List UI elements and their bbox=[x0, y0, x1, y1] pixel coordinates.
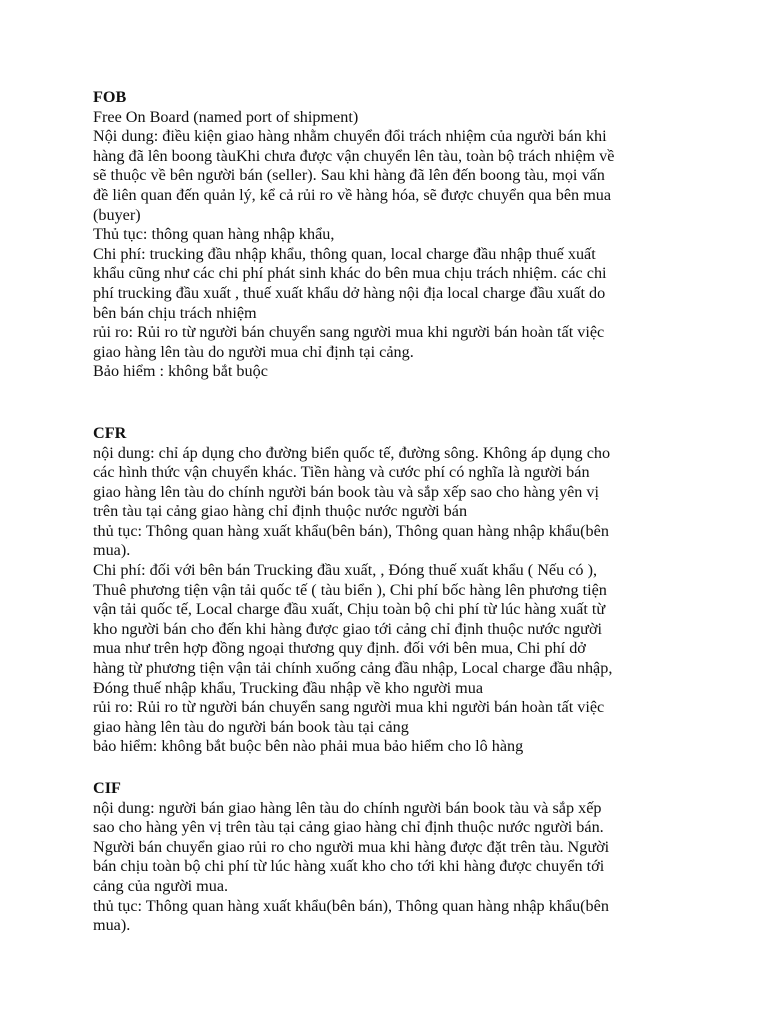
section-fob bbox=[93, 88, 693, 382]
fob-line: sẽ thuộc về bên người bán (seller). Sau khi hàng đã lên đến boong tàu, mọi vấn bbox=[93, 166, 605, 185]
cfr-line: bảo hiểm: không bắt buộc bên nào phải mua bảo hiểm cho lô hàng bbox=[93, 737, 524, 756]
cif-line: mua). bbox=[93, 916, 131, 935]
fob-line: Bảo hiểm : không bắt buộc bbox=[93, 362, 268, 381]
cif-line: Người bán chuyển giao rủi ro cho người mua khi hàng được đặt trên tàu. Người bbox=[93, 837, 610, 856]
section-title-cfr: CFR bbox=[93, 423, 127, 442]
cfr-line: hàng từ phương tiện vận tải chính xuống cảng đầu nhập, Local charge đầu nhập, bbox=[93, 659, 613, 678]
cif-line: bán chịu toàn bộ chi phí từ lúc hàng xuất kho cho tới khi hàng được chuyển tới bbox=[93, 857, 605, 876]
cfr-line: trên tàu tại cảng giao hàng chỉ định thuộc nước người bán bbox=[93, 502, 468, 521]
cfr-line: vận tải quốc tế, Local charge đầu xuất, Chịu toàn bộ chi phí từ lúc hàng xuất từ bbox=[93, 600, 606, 619]
section-cif bbox=[93, 779, 693, 936]
cfr-line: Chi phí: đối với bên bán Trucking đầu xuất, , Đóng thuế xuất khẩu ( Nếu có ), bbox=[93, 561, 598, 580]
section-cfr bbox=[93, 424, 693, 757]
cfr-line: thủ tục: Thông quan hàng xuất khẩu(bên bán), Thông quan hàng nhập khẩu(bên bbox=[93, 521, 609, 540]
cif-line: sao cho hàng yên vị trên tàu tại cảng giao hàng chỉ định thuộc nước người bán. bbox=[93, 818, 604, 837]
fob-line: Free On Board (named port of shipment) bbox=[93, 107, 359, 126]
cif-line: nội dung: người bán giao hàng lên tàu do chính người bán book tàu và sắp xếp bbox=[93, 798, 602, 817]
cfr-line: mua như trên hợp đồng ngoại thương quy định. đối với bên mua, Chi phí dở bbox=[93, 639, 586, 658]
cfr-line: kho người bán cho đến khi hàng được giao tới cảng chỉ định thuộc nước người bbox=[93, 619, 603, 638]
fob-line: hàng đã lên boong tàuKhi chưa được vận chuyển lên tàu, toàn bộ trách nhiệm về bbox=[93, 146, 615, 165]
cfr-line: giao hàng lên tàu do chính người bán book tàu và sắp xếp sao cho hàng yên vị bbox=[93, 482, 599, 501]
fob-line: Chi phí: trucking đầu nhập khẩu, thông quan, local charge đầu nhập thuế xuất bbox=[93, 244, 596, 263]
fob-line: khẩu cũng như các chi phí phát sinh khác do bên mua chịu trách nhiệm. các chi bbox=[93, 264, 607, 283]
section-spacer bbox=[93, 382, 693, 424]
cfr-line: giao hàng lên tàu do người bán book tàu tại cảng bbox=[93, 717, 409, 736]
cfr-line: các hình thức vận chuyển khác. Tiền hàng và cước phí có nghĩa là người bán bbox=[93, 463, 590, 482]
cif-line: thủ tục: Thông quan hàng xuất khẩu(bên bán), Thông quan hàng nhập khẩu(bên bbox=[93, 896, 609, 915]
section-spacer bbox=[93, 757, 693, 779]
cfr-line: nội dung: chỉ áp dụng cho đường biển quốc tế, đường sông. Không áp dụng cho bbox=[93, 443, 611, 462]
cfr-line: rủi ro: Rủi ro từ người bán chuyển sang người mua khi người bán hoàn tất việc bbox=[93, 698, 605, 717]
fob-line: phí trucking đầu xuất , thuế xuất khẩu dở hàng nội địa local charge đầu xuất do bbox=[93, 283, 606, 302]
cfr-line: Đóng thuế nhập khẩu, Trucking đầu nhập về kho người mua bbox=[93, 678, 484, 697]
fob-line: rủi ro: Rủi ro từ người bán chuyển sang người mua khi người bán hoàn tất việc bbox=[93, 323, 605, 342]
document-page bbox=[93, 88, 693, 936]
fob-line: giao hàng lên tàu do người mua chỉ định tại cảng. bbox=[93, 342, 414, 361]
fob-line: đề liên quan đến quản lý, kể cả rủi ro về hàng hóa, sẽ được chuyển qua bên mua bbox=[93, 185, 612, 204]
cif-line: cảng của người mua. bbox=[93, 876, 229, 895]
cfr-line: Thuê phương tiện vận tải quốc tế ( tàu biển ), Chi phí bốc hàng lên phương tiện bbox=[93, 580, 607, 599]
section-title-cif: CIF bbox=[93, 779, 121, 797]
section-title-fob: FOB bbox=[93, 88, 127, 106]
fob-line: Thủ tục: thông quan hàng nhập khẩu, bbox=[93, 225, 335, 244]
fob-line: (buyer) bbox=[93, 205, 141, 224]
fob-line: Nội dung: điều kiện giao hàng nhằm chuyển đổi trách nhiệm của người bán khi bbox=[93, 127, 607, 146]
fob-line: bên bán chịu trách nhiệm bbox=[93, 303, 257, 322]
cfr-line: mua). bbox=[93, 541, 131, 560]
